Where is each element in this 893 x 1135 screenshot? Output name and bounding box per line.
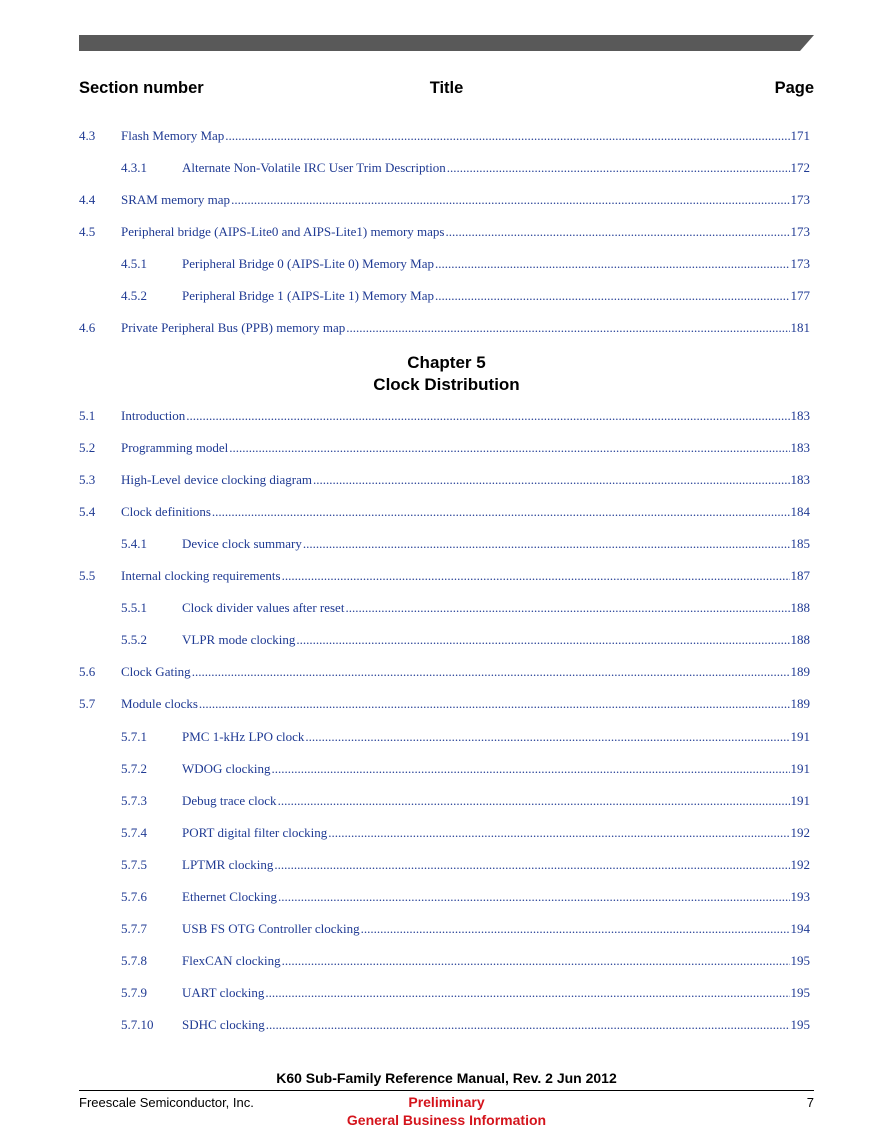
dot-leader — [265, 984, 789, 1002]
toc-entry[interactable] — [79, 567, 810, 585]
toc-entry-number: 4.5.1 — [121, 256, 147, 271]
toc-entry-title: Debug trace clock — [182, 792, 277, 808]
toc-entry[interactable] — [79, 728, 810, 746]
column-header-section: Section number — [79, 79, 204, 97]
toc-entry[interactable] — [79, 159, 810, 177]
toc-entry-title: SDHC clocking — [182, 1016, 265, 1032]
toc-entry-link[interactable] — [182, 856, 810, 874]
toc-entry-title: SRAM memory map — [121, 192, 231, 207]
toc-entry[interactable] — [79, 856, 810, 874]
toc-entry-page: 185 — [790, 536, 810, 552]
dot-leader — [435, 287, 789, 305]
toc-entry[interactable] — [79, 287, 810, 305]
toc-entry-number: 4.4 — [79, 192, 96, 207]
dot-leader — [225, 127, 789, 145]
dot-leader — [199, 695, 790, 713]
toc-entry-number: 5.5 — [79, 568, 96, 584]
toc-entry-page: 183 — [790, 472, 810, 488]
dot-leader — [345, 599, 789, 617]
toc-entry-link[interactable] — [121, 695, 810, 713]
toc-entry[interactable] — [79, 223, 810, 241]
dot-leader — [282, 567, 790, 585]
toc-entry-page: 189 — [790, 696, 810, 712]
toc-entry-link[interactable] — [121, 319, 810, 337]
toc-entry-link[interactable] — [121, 503, 810, 521]
toc-entry[interactable] — [79, 1016, 810, 1034]
dot-leader — [296, 631, 789, 649]
toc-entry-number: 4.5.2 — [121, 288, 147, 303]
toc-entry-page: 189 — [790, 664, 810, 680]
toc-entry-page: 173 — [790, 256, 810, 271]
toc-entry-number: 5.6 — [79, 664, 96, 680]
dot-leader — [278, 792, 790, 810]
page-number: 7 — [806, 1095, 814, 1110]
toc-entry-title: PMC 1-kHz LPO clock — [182, 728, 305, 744]
dot-leader — [266, 1016, 790, 1034]
toc-entry-link[interactable] — [121, 567, 810, 585]
toc-entry-link[interactable] — [182, 760, 810, 778]
toc-entry-link[interactable] — [121, 223, 810, 241]
dot-leader — [271, 760, 789, 778]
company-name: Freescale Semiconductor, Inc. — [79, 1095, 254, 1110]
toc-entry-number: 5.7.3 — [121, 792, 147, 808]
toc-entry-title: Device clock summary — [182, 536, 302, 552]
toc-entry-page: 188 — [790, 600, 810, 616]
toc-entry[interactable] — [79, 984, 810, 1002]
toc-entry-page: 192 — [790, 856, 810, 872]
toc-entry-title: FlexCAN clocking — [182, 952, 281, 968]
toc-entry-page: 184 — [790, 504, 810, 520]
toc-entry-number: 5.7.7 — [121, 920, 147, 936]
dot-leader — [231, 191, 789, 209]
toc-entry-number: 4.6 — [79, 320, 96, 335]
dot-leader — [212, 503, 790, 521]
toc-entry-title: WDOG clocking — [182, 760, 271, 776]
toc-entry-page: 195 — [790, 952, 810, 968]
header-bar — [79, 35, 814, 51]
toc-entry-page: 194 — [790, 920, 810, 936]
toc-entry-number: 5.5.1 — [121, 600, 147, 616]
toc-entry-title: Module clocks — [121, 696, 198, 712]
toc-entry[interactable] — [79, 535, 810, 553]
toc-entry[interactable] — [79, 127, 810, 145]
dot-leader — [229, 439, 789, 457]
toc-entry-page: 187 — [790, 568, 810, 584]
toc-entry-number: 5.7.5 — [121, 856, 147, 872]
toc-entry-link[interactable] — [121, 439, 810, 457]
chapter-number: Chapter 5 — [407, 353, 486, 372]
dot-leader — [305, 728, 789, 746]
toc-entry-number: 5.5.2 — [121, 632, 147, 648]
toc-entry-number: 5.7.4 — [121, 824, 147, 840]
toc-entry-number: 5.4 — [79, 504, 96, 520]
dot-leader — [346, 319, 789, 337]
toc-entry-page: 173 — [790, 224, 810, 239]
toc-entry-link[interactable] — [182, 535, 810, 553]
toc-entry-link[interactable] — [121, 127, 810, 145]
toc-entry[interactable] — [79, 471, 810, 489]
toc-entry-title: Flash Memory Map — [121, 128, 225, 143]
dot-leader — [303, 535, 790, 553]
toc-entry-number: 5.7.6 — [121, 888, 147, 904]
toc-entry-page: 173 — [790, 192, 810, 207]
toc-entry-title: Clock definitions — [121, 504, 211, 520]
toc-entry-number: 5.2 — [79, 440, 96, 456]
toc-entry[interactable] — [79, 952, 810, 970]
toc-entry-link[interactable] — [182, 631, 810, 649]
toc-entry[interactable] — [79, 695, 810, 713]
toc-entry[interactable] — [79, 439, 810, 457]
toc-entry-page: 195 — [790, 984, 810, 1000]
toc-entry-title: Peripheral Bridge 1 (AIPS-Lite 1) Memory Map — [182, 288, 435, 303]
toc-entry-link[interactable] — [182, 599, 810, 617]
toc-entry-number: 5.1 — [79, 408, 96, 423]
toc-entry[interactable] — [79, 319, 810, 337]
toc-entry-number: 5.4.1 — [121, 536, 147, 552]
toc-entry[interactable] — [79, 407, 810, 425]
dot-leader — [313, 471, 790, 489]
toc-entry-page: 181 — [790, 320, 810, 335]
toc-entry-title: Peripheral bridge (AIPS-Lite0 and AIPS-Lite1) memory maps — [121, 224, 445, 239]
dot-leader — [447, 159, 790, 177]
toc-entry-title: Ethernet Clocking — [182, 888, 277, 904]
toc-entry-number: 5.7 — [79, 696, 96, 712]
toc-entry[interactable] — [79, 503, 810, 521]
toc-entry[interactable] — [79, 824, 810, 842]
dot-leader — [328, 824, 789, 842]
chapter-title: Clock Distribution — [373, 375, 520, 394]
toc-entry-number: 5.7.2 — [121, 760, 147, 776]
toc-entry-title: Clock divider values after reset — [182, 600, 345, 616]
toc-entry-link[interactable] — [182, 920, 810, 938]
toc-entry-title: High-Level device clocking diagram — [121, 472, 312, 488]
toc-entry[interactable] — [79, 191, 810, 209]
toc-entry-link[interactable] — [182, 984, 810, 1002]
status-classification: General Business Information — [346, 1112, 547, 1128]
dot-leader — [274, 856, 789, 874]
status-preliminary: Preliminary — [408, 1094, 485, 1110]
dot-leader — [278, 888, 790, 906]
toc-entry-number: 5.3 — [79, 472, 96, 488]
toc-entry-title: PORT digital filter clocking — [182, 824, 328, 840]
toc-entry-link[interactable] — [121, 191, 810, 209]
toc-entry-link[interactable] — [121, 471, 810, 489]
toc-entry-page: 183 — [790, 408, 810, 423]
toc-entry[interactable] — [79, 255, 810, 273]
column-header-title: Title — [429, 79, 464, 97]
toc-entry-link[interactable] — [121, 407, 810, 425]
toc-entry-link[interactable] — [182, 255, 810, 273]
toc-entry-link[interactable] — [182, 792, 810, 810]
toc-entry-page: 172 — [790, 160, 810, 175]
toc-entry-title: Peripheral Bridge 0 (AIPS-Lite 0) Memory Map — [182, 256, 435, 271]
toc-entry-title: VLPR mode clocking — [182, 632, 296, 648]
column-header-page: Page — [774, 79, 814, 97]
toc-entry-link[interactable] — [182, 728, 810, 746]
toc-entry-page: 193 — [790, 888, 810, 904]
toc-entry[interactable] — [79, 792, 810, 810]
toc-entry-title: LPTMR clocking — [182, 856, 274, 872]
dot-leader — [435, 255, 789, 273]
toc-entry-link[interactable] — [182, 888, 810, 906]
toc-entry-title: Clock Gating — [121, 664, 191, 680]
toc-entry-page: 191 — [790, 728, 810, 744]
toc-entry-link[interactable] — [121, 663, 810, 681]
toc-entry-page: 192 — [790, 824, 810, 840]
toc-entry-page: 195 — [790, 1016, 810, 1032]
toc-entry-link[interactable] — [182, 1016, 810, 1034]
toc-entry-page: 191 — [790, 760, 810, 776]
toc-entry-number: 5.7.9 — [121, 984, 147, 1000]
toc-entry-title: USB FS OTG Controller clocking — [182, 920, 360, 936]
toc-entry-page: 188 — [790, 632, 810, 648]
toc-entry-title: Programming model — [121, 440, 229, 456]
toc-entry-link[interactable] — [182, 952, 810, 970]
manual-title: K60 Sub-Family Reference Manual, Rev. 2 Jun 2012 — [276, 1070, 617, 1086]
toc-entry-title: Introduction — [121, 408, 186, 423]
toc-entry-title: UART clocking — [182, 984, 265, 1000]
toc-entry-title: Private Peripheral Bus (PPB) memory map — [121, 320, 346, 335]
toc-entry[interactable] — [79, 888, 810, 906]
toc-entry-page: 191 — [790, 792, 810, 808]
toc-entry-number: 5.7.1 — [121, 728, 147, 744]
toc-entry-number: 4.5 — [79, 224, 96, 239]
toc-entry-page: 171 — [790, 128, 810, 143]
toc-entry[interactable] — [79, 920, 810, 938]
dot-leader — [186, 407, 789, 425]
dot-leader — [192, 663, 790, 681]
dot-leader — [446, 223, 790, 241]
toc-entry-page: 183 — [790, 440, 810, 456]
toc-entry[interactable] — [79, 760, 810, 778]
toc-entry-link[interactable] — [182, 824, 810, 842]
toc-entry-page: 177 — [790, 288, 810, 303]
toc-entry-link[interactable] — [182, 287, 810, 305]
toc-entry-link[interactable] — [182, 159, 810, 177]
toc-entry-title: Alternate Non-Volatile IRC User Trim Description — [182, 160, 446, 175]
toc-entry-number: 5.7.8 — [121, 952, 147, 968]
toc-entry[interactable] — [79, 663, 810, 681]
toc-entry-number: 4.3 — [79, 128, 96, 143]
toc-entry[interactable] — [79, 631, 810, 649]
toc-entry-title: Internal clocking requirements — [121, 568, 281, 584]
toc-entry-number: 5.7.10 — [121, 1016, 154, 1032]
toc-entry-number: 4.3.1 — [121, 160, 147, 175]
toc-entry[interactable] — [79, 599, 810, 617]
dot-leader — [282, 952, 790, 970]
dot-leader — [361, 920, 790, 938]
footer-divider — [79, 1090, 814, 1091]
